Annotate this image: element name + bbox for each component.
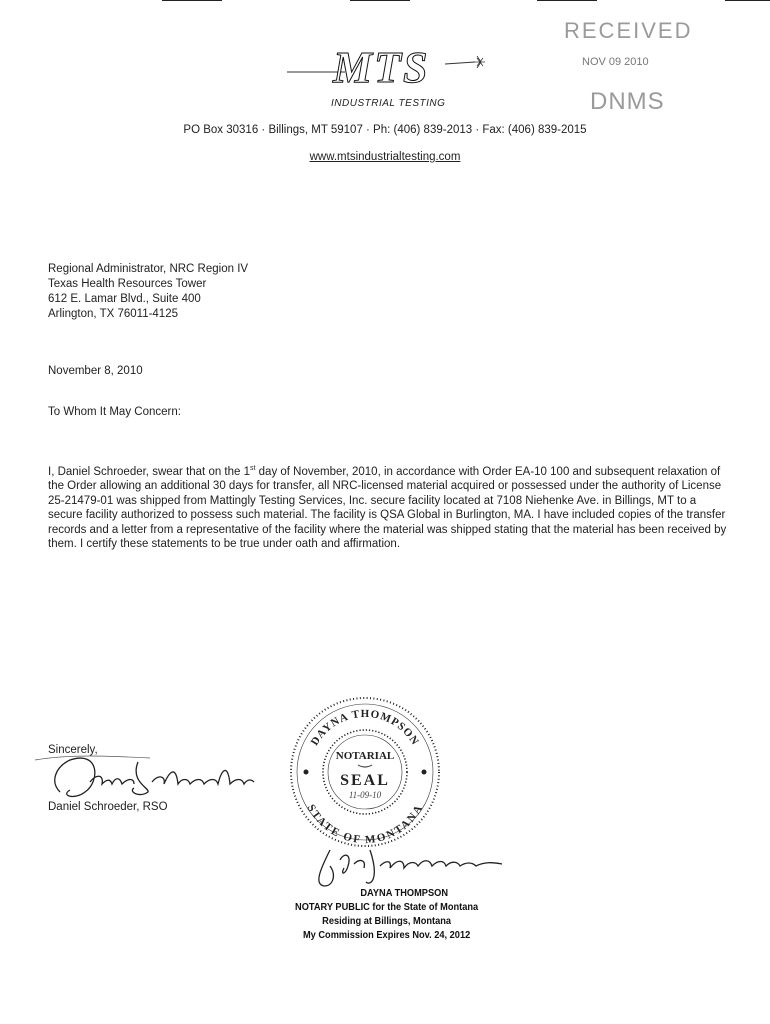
seal-center-line1: NOTARIAL: [335, 750, 395, 762]
scan-mark: [537, 0, 597, 1]
scan-mark: [162, 0, 222, 1]
scan-mark: [350, 0, 410, 1]
body-text-part: I, Daniel Schroeder, swear that on the 1: [48, 465, 251, 478]
seal-bottom-text: STATE OF MONTANA: [304, 802, 426, 847]
seal-top-text: DAYNA THOMPSON: [308, 707, 422, 748]
notary-signature-image: [310, 840, 520, 892]
body-ordinal: st: [250, 465, 256, 472]
signer-name: Daniel Schroeder, RSO: [48, 801, 168, 813]
company-logo: [285, 42, 495, 114]
closing: Sincerely,: [48, 744, 98, 756]
stamp-office: DNMS: [590, 88, 665, 115]
recipient-line: 612 E. Lamar Blvd., Suite 400: [48, 293, 201, 305]
scan-mark: [725, 0, 770, 1]
svg-text:DAYNA THOMPSON: [309, 708, 422, 748]
logo-mark: MTS: [333, 43, 430, 92]
salutation: To Whom It May Concern:: [48, 406, 181, 418]
recipient-line: Regional Administrator, NRC Region IV: [48, 263, 249, 275]
notary-name: DAYNA THOMPSON: [360, 887, 449, 899]
signature-image: [30, 752, 270, 804]
recipient-address: [48, 262, 248, 322]
notary-residence: Residing at Billings, Montana: [322, 915, 452, 927]
seal-date: 11-09-10: [348, 790, 382, 800]
recipient-line: Arlington, TX 76011-4125: [48, 308, 178, 320]
notary-commission: My Commission Expires Nov. 24, 2012: [302, 929, 471, 941]
received-stamp: [560, 18, 710, 118]
stamp-word: RECEIVED: [564, 18, 693, 43]
logo-subtitle: INDUSTRIAL TESTING: [331, 98, 446, 109]
notary-title: NOTARY PUBLIC for the State of Montana: [295, 901, 479, 913]
notary-block: [292, 886, 481, 942]
stamp-date: NOV 09 2010: [582, 56, 649, 68]
letterhead-address: PO Box 30316 · Billings, MT 59107 · Ph: (406) 839-2013 · Fax: (406) 839-2015: [183, 124, 587, 136]
notary-seal: [286, 693, 444, 851]
body-text-part: day of November, 2010, in accordance with Order EA-10 100 and subsequent relaxation of the Order allowing an additional 30 days for transfer, all NRC-licensed material acquired or possessed under the authority of License 25-21479-01 was shipped from Mattingly Testing Services, Inc. secure facility located at 7108 Niehenke Ave. in Billings, MT to a secure facility authorized to possess such material. The facility is QSA Global in Burlington, MA. I have included copies of the transfer records and a letter from a representative of the facility where the material was shipped stating that the material has been received by them. I certify these statements to be true under oath and affirmation.: [48, 465, 727, 551]
recipient-line: Texas Health Resources Tower: [48, 278, 207, 290]
seal-icon: [286, 693, 444, 851]
letter-date: November 8, 2010: [48, 365, 143, 377]
letter-body: [48, 462, 728, 552]
seal-center-line2: SEAL: [340, 772, 390, 789]
company-website-link[interactable]: www.mtsindustrialtesting.com: [309, 151, 461, 163]
